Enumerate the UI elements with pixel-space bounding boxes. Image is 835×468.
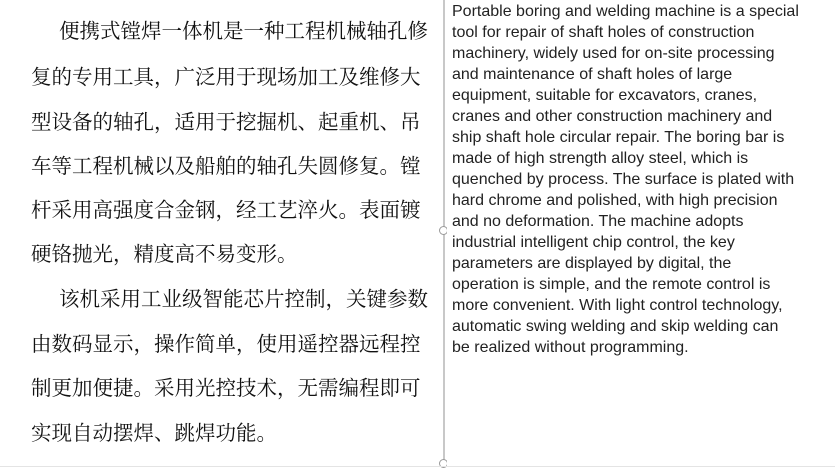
- english-line: be realized without programming.: [452, 339, 689, 356]
- english-line: hard chrome and polished, with high precision: [452, 192, 778, 209]
- chinese-paragraph-1-line-6: 硬铬抛光，精度高不易变形。: [31, 242, 298, 266]
- english-line: automatic swing welding and skip welding can: [452, 318, 779, 335]
- chinese-paragraph-1-line-4: 车等工程机械以及船舶的轴孔失圆修复。镗: [31, 154, 421, 178]
- english-text-block[interactable]: [452, 1, 834, 358]
- chinese-paragraph-2-line-1: 该机采用工业级智能芯片控制，关键参数: [59, 287, 428, 311]
- chinese-paragraph-1-line-3: 型设备的轴孔，适用于挖掘机、起重机、吊: [31, 110, 421, 134]
- english-line: quenched by process. The surface is plated with: [452, 171, 795, 188]
- english-line: and no deformation. The machine adopts: [452, 213, 744, 230]
- english-line: made of high strength alloy steel, which is: [452, 150, 749, 167]
- english-line: industrial intelligent chip control, the key: [452, 234, 735, 251]
- english-line: Portable boring and welding machine is a special: [452, 3, 799, 20]
- chinese-paragraph-1-line-2: 复的专用工具，广泛用于现场加工及维修大: [31, 65, 421, 89]
- english-line: ship shaft hole circular repair. The boring bar is: [452, 129, 785, 146]
- chinese-paragraph-1-line-5: 杆采用高强度合金钢，经工艺淬火。表面镀: [31, 198, 421, 222]
- english-line: equipment, suitable for excavators, cranes,: [452, 87, 758, 104]
- english-line: and maintenance of shaft holes of large: [452, 66, 733, 83]
- english-line: operation is simple, and the remote control is: [452, 276, 771, 293]
- english-line: parameters are displayed by digital, the: [452, 255, 732, 272]
- english-line: machinery, widely used for on-site processing: [452, 45, 775, 62]
- english-line: more convenient. With light control technology,: [452, 297, 783, 314]
- english-line: tool for repair of shaft holes of construction: [452, 24, 755, 41]
- chinese-paragraph-2-line-2: 由数码显示，操作简单，使用遥控器远程控: [31, 332, 421, 356]
- english-translation-textbox[interactable]: [447, 0, 835, 467]
- chinese-paragraph-2-line-4: 实现自动摆焊、跳焊功能。: [31, 421, 277, 445]
- english-line: cranes and other construction machinery and: [452, 108, 773, 125]
- chinese-paragraph-2-line-3: 制更加便捷。采用光控技术，无需编程即可: [31, 376, 421, 400]
- chinese-paragraph-1-line-1: 便携式镗焊一体机是一种工程机械轴孔修: [59, 19, 428, 43]
